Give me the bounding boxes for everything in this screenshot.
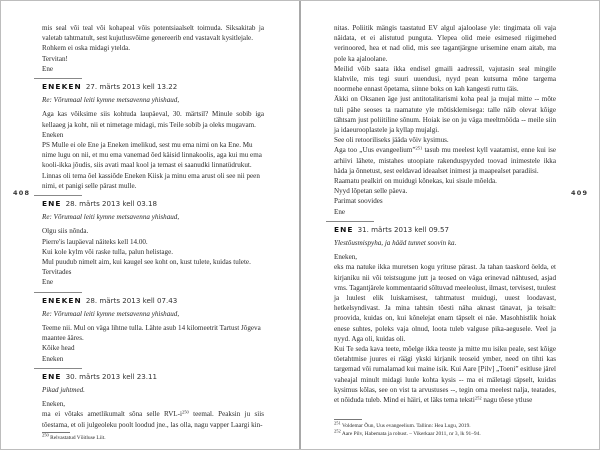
message-subject: Re: Võrumaal leiti kymne metsavenna yhishaud, <box>42 96 180 105</box>
text-run: nagu tõese ytluse <box>481 396 533 405</box>
footnote-number: 250 <box>42 432 49 438</box>
text-run: ma ei võtaks ametlikumalt sõna selle RVL-i <box>42 410 182 419</box>
footnote-ref[interactable]: 251 <box>415 145 423 151</box>
paragraph: Olgu siis nõnda. <box>42 227 89 236</box>
message-sender: ENE <box>334 225 354 235</box>
paragraph: Äkki on Oksanen äge just antitotalitarismi koha peal ja mujal mitte -- mõte tuli pähe seoses ta raamatute yle mõtisklemisega: talle näib olevat kõige tähtsam just poliitiline sõnum. Hoiak ise on ju väga meeltmööda -- meile siin ja idaeurooplastele ja kyllap mujalgi. <box>334 95 556 135</box>
message-header <box>42 295 264 309</box>
paragraph: mis seal või teal või kohapeal võis potentsiaalselt toimuda. Siksakitab ja valetab tahtmatult, sest kujutlusvõime genereerib end vastavalt kysitlejale. <box>42 24 264 43</box>
right-page-text <box>334 23 556 438</box>
email-message <box>42 78 264 191</box>
email-message <box>42 292 264 364</box>
footnote-text: Aare Pilv, Habemata ja robust. – Vikerkaar 2011, nr 3, lk 91–94. <box>341 431 481 438</box>
paragraph: nitas. Poliitik mängis taastatud EV algul ajaloolase yle: tingimata oli vaja näidata, et ei alistutud punguta. Ylepea olid meie esimesed riigimehed verinoored, hea et nad olid, mis see tagantjärgne urisemine enam aitab, ma pole ka ajaloolane. <box>334 24 556 63</box>
message-subject: Ylestõusmispyha, ja hääd tunnet soovin ka. <box>334 239 457 248</box>
message-date: 28. märts 2013 kell 07.43 <box>85 296 178 306</box>
footnote-number: 252 <box>334 428 341 434</box>
paragraph: Rohkem ei oska midagi ytelda. <box>42 44 131 53</box>
paragraph: Aga kas võiksime siis kohtuda laupäeval, 30. märtsil? Minule sobib iga kellaaeg ja koht, nii et nimetage midagi, mis Teile sobib ja oleks mugavam. <box>42 110 264 129</box>
message-subject: Re: Võrumaal leiti kymne metsavenna yhishaud, <box>42 310 180 319</box>
page-number: 409 <box>571 189 589 197</box>
signature: Ene <box>42 278 54 287</box>
signature: Eneken <box>42 130 64 139</box>
message-divider <box>34 195 82 196</box>
text-run: tasub mu meelest kyll vaatamist, enne kui ise arhiivi lähete, mistahes utoopiate rakenduspyyded toovad inimestele ikka häda ja õnnetust, sest eeldavad ideaalset inimest ja maapealset paradiisi. <box>334 146 556 175</box>
paragraph: See oli retooriliseks jääda võiv kysimus. <box>334 136 449 145</box>
message-header <box>42 198 264 212</box>
footnote <box>334 422 556 430</box>
message-divider <box>34 368 82 369</box>
paragraph: Eneken, <box>42 400 66 409</box>
message-date: 28. märts 2013 kell 03.18 <box>65 199 158 209</box>
footnote <box>42 434 264 442</box>
message-sender: ENEKEN <box>42 296 82 306</box>
message-sender: ENE <box>42 372 62 382</box>
message-date: 30. märts 2013 kell 23.11 <box>65 372 158 382</box>
message-divider <box>34 78 82 79</box>
message-divider <box>326 221 374 222</box>
message-header <box>42 371 264 385</box>
paragraph: Nyyd lõpetan selle päeva. <box>334 187 408 196</box>
email-message <box>42 195 264 288</box>
message-subject: Pikad juhtmed. <box>42 386 85 395</box>
paragraph: Kõike head <box>42 344 75 353</box>
footnote-text: Voldemar Õun, Uus evangeelium. Tallinn: Hea Lugu, 2019. <box>342 423 471 430</box>
paragraph: Kui kole kylm või raske tulla, palun helistage. <box>42 247 174 256</box>
signature: Eneken <box>42 354 64 363</box>
message-sender: ENE <box>42 199 62 209</box>
paragraph: Pierre'is laupäeval näiteks kell 14.00. <box>42 237 148 246</box>
text-run: teemal. Peaksin ju siis tõestama, et oli julgeoleku poolt loodud jne., las olla, nagu vapper Laargi kin- <box>42 410 264 429</box>
signature: Ene <box>42 64 54 73</box>
message-divider <box>34 292 82 293</box>
paragraph: Mul puudub nimelt aim, kui kaugel see koht on, kust tulete, kuidas tulete. <box>42 258 251 267</box>
page-number: 408 <box>13 189 31 197</box>
footnote-number: 251 <box>334 420 341 426</box>
email-message <box>42 368 264 430</box>
left-page <box>1 1 299 449</box>
paragraph <box>334 145 556 176</box>
paragraph <box>334 344 556 405</box>
footnote-ref[interactable]: 252 <box>474 395 482 401</box>
paragraph: PS Mulle ei ole Ene ja Eneken imelikud, sest mu ema nimi on ka Ene. Mu nime lugu on nii, et mu ema vanemad õed käisid linnakoolis, aga kui mu ema kooli-ikka jõudis, siis avati maal kool ja temast ei saanudki linnatüdrukut. Linnas oli tema õel kassiõde Eneken Kiisk ja minu ema arust oli see nii peen nimi, et panigi selle pärast mulle. <box>42 141 262 190</box>
footnote-text: Relvastatud Võitluse Liit. <box>50 434 106 441</box>
text-run: Aga too „Uus evangeelium” <box>334 146 416 155</box>
footnote-ref[interactable]: 250 <box>181 409 189 415</box>
message-date: 27. märts 2013 kell 13.22 <box>85 82 178 92</box>
paragraph: Teeme nii. Mul on väga lihtne tulla. Lähte asub 14 kilomeetrit Tartust Jõgeva maantee ääres. <box>42 324 261 343</box>
message-date: 31. märts 2013 kell 09.57 <box>357 225 450 235</box>
footnote <box>334 430 556 438</box>
paragraph: Meilid võib saata ikka endisel gmaili aadressil, vajutasin seal mingile klahvile, mis tegi suuri uuendusi, nyyd pean kutsuma mõne targema noormehe ennast õpetama, siinne boks on kah kangesti ruttu täis. <box>334 64 556 94</box>
left-page-text <box>42 23 264 442</box>
paragraph: Tervitan! <box>42 54 68 63</box>
message-sender: ENEKEN <box>42 82 82 92</box>
right-page <box>301 1 599 449</box>
message-header <box>42 81 264 95</box>
paragraph: Eneken, <box>334 253 358 262</box>
signature: Ene <box>334 207 346 216</box>
paragraph: Raamatu pealkiri on muidugi kõnekas, kui sisule mõelda. <box>334 177 497 186</box>
paragraph: Tervitades <box>42 268 72 277</box>
paragraph: eks ma natuke ikka muretsen kogu yrituse pärast. Ja tahan taaskord öelda, et kirjaniku nii või teistsugune jutt ja teosed on väga erinevad nähtused, asjad vms. Tagantjärele kommentaarid sõltuvad meeleolust, ilmast, tervisest, tuulest ja luulest elik luiskamisest, tahtmatust muidugi, uuest loodavast, hetkelsyndivast. Ja mina tahtsin tõesti näha aknast tänavat, ja teisalt: proovida, kuidas on, kui kõnelejat enam täpselt ei näe. Masohhistlik hoiak enese suhtes, poleks vaja olnud, loota tuleb valguse pika-aegusele. Veel ja nyyd. Aga oli, kuidas oli. <box>334 263 556 343</box>
email-message <box>334 221 556 405</box>
paragraph: Parimat soovides <box>334 197 383 206</box>
text-run: Kui Te seda kava teete, mõelge ikka teoste ja mitte mu isiku peale, sest kõige tõetahtmise juures ei räägi ykski kirjanik teoseid ymber, need on tihti kas targemad või rumalamad kui maine isik. Kui Aare [Pilv] „Toeni” esitluse järel vaheajal minult midagi luule kohta kysis -- ma ei mäletagi täpselt, kuidas kysimus kõlas, see on vist ta arvustuses --, tegin oma meelest nalja, teatades, et nõiduda tuleb. Mind ei häiri, et läks tema teksti <box>334 345 556 405</box>
paragraph <box>42 409 264 429</box>
message-subject: Re: Võrumaal leiti kymne metsavenna yhishaud, <box>42 213 180 222</box>
message-header <box>334 224 556 238</box>
